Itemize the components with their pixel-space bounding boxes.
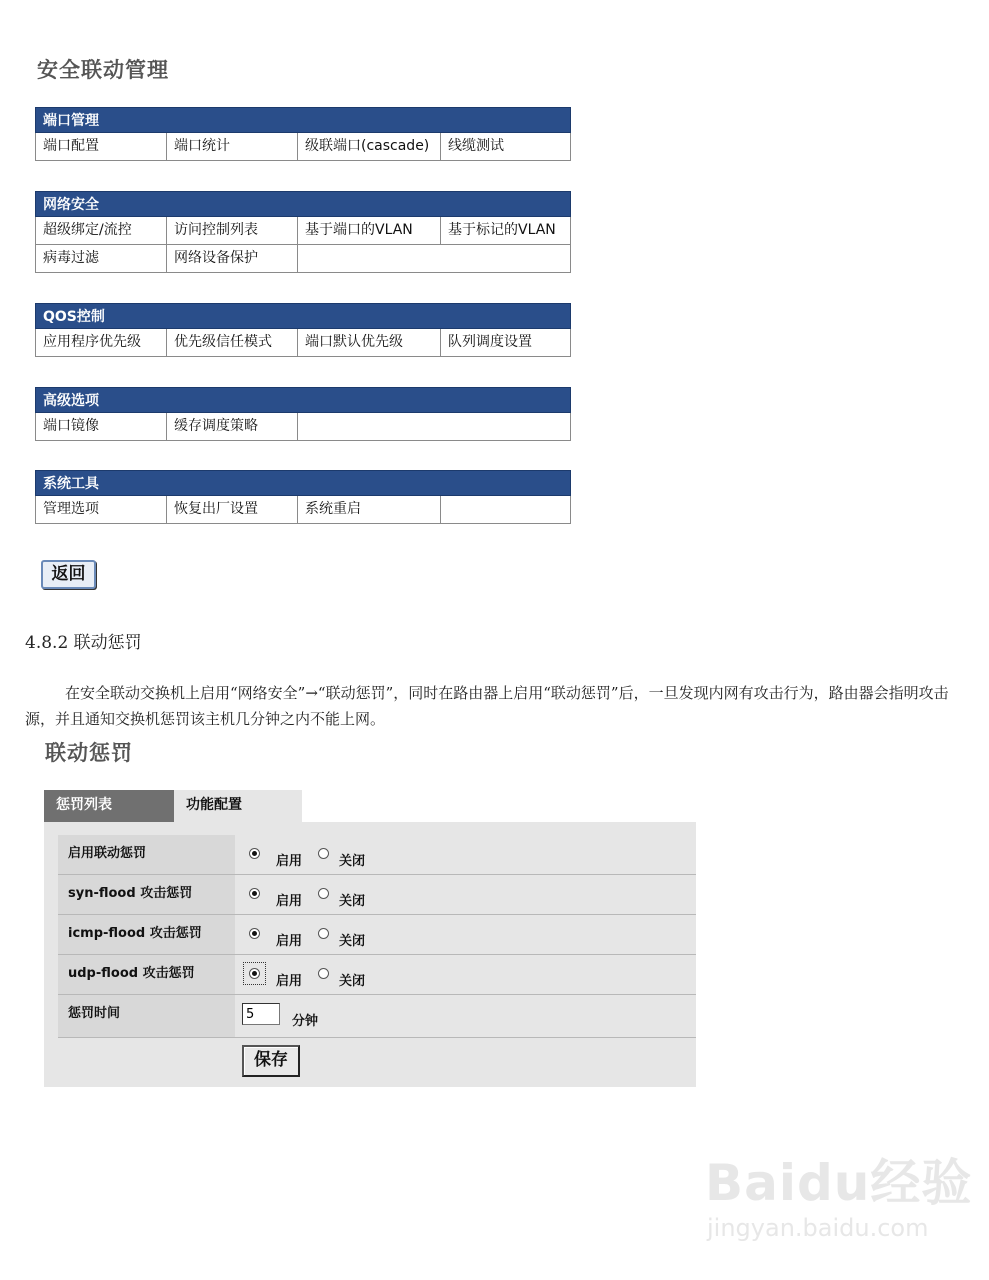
menu-group-header: 高级选项 bbox=[35, 387, 571, 413]
field-label: syn-flood 攻击惩罚 bbox=[58, 875, 235, 914]
menu-item-port-config[interactable]: 端口配置 bbox=[36, 133, 167, 160]
menu-item-reboot[interactable]: 系统重启 bbox=[298, 496, 441, 523]
form-row-enable-penalty bbox=[58, 835, 696, 875]
menu-item-port-stats[interactable]: 端口统计 bbox=[167, 133, 298, 160]
radio-enable[interactable] bbox=[249, 968, 260, 979]
form-row-udp-flood bbox=[58, 955, 696, 995]
menu-item-port-mirror[interactable]: 端口镜像 bbox=[36, 413, 167, 440]
radio-group bbox=[242, 835, 682, 874]
menu-row bbox=[35, 133, 571, 161]
panel-title: 联动惩罚 bbox=[45, 740, 133, 765]
form-row-syn-flood bbox=[58, 875, 696, 915]
save-button[interactable]: 保存 bbox=[242, 1045, 300, 1077]
menu-item-device-protection[interactable]: 网络设备保护 bbox=[167, 245, 298, 272]
menu-cell-empty bbox=[298, 413, 570, 440]
radio-disable[interactable] bbox=[318, 888, 329, 899]
radio-disable-label: 关闭 bbox=[339, 854, 366, 869]
radio-enable[interactable] bbox=[249, 848, 260, 859]
radio-disable-label: 关闭 bbox=[339, 934, 366, 949]
menu-item-factory-reset[interactable]: 恢复出厂设置 bbox=[167, 496, 298, 523]
menu-cell-empty bbox=[298, 245, 570, 272]
menu-row bbox=[35, 245, 571, 273]
menu-group-port-management bbox=[35, 107, 571, 161]
menu-item-acl[interactable]: 访问控制列表 bbox=[167, 217, 298, 244]
field-label: icmp-flood 攻击惩罚 bbox=[58, 915, 235, 954]
menu-cell-empty bbox=[441, 496, 570, 523]
radio-enable-label: 启用 bbox=[276, 974, 303, 989]
tab-penalty-list[interactable]: 惩罚列表 bbox=[44, 790, 174, 822]
time-unit-label: 分钟 bbox=[292, 1014, 319, 1029]
time-input-group bbox=[242, 995, 682, 1034]
menu-item-app-priority[interactable]: 应用程序优先级 bbox=[36, 329, 167, 356]
field-label: 启用联动惩罚 bbox=[58, 835, 235, 874]
tab-function-config[interactable]: 功能配置 bbox=[174, 790, 302, 822]
menu-group-system-tools bbox=[35, 470, 571, 524]
menu-item-tag-vlan[interactable]: 基于标记的VLAN bbox=[448, 222, 556, 238]
menu-item-default-priority[interactable]: 端口默认优先级 bbox=[298, 329, 441, 356]
menu-row bbox=[35, 413, 571, 441]
back-button[interactable]: 返回 bbox=[41, 560, 96, 589]
menu-row bbox=[35, 217, 571, 245]
menu-item-super-binding[interactable]: 超级绑定/流控 bbox=[36, 217, 167, 244]
menu-item-virus-filter[interactable]: 病毒过滤 bbox=[36, 245, 167, 272]
radio-disable[interactable] bbox=[318, 928, 329, 939]
watermark-logo: Baidu经验 bbox=[705, 1154, 973, 1212]
radio-group bbox=[242, 915, 682, 954]
menu-item-buffer-policy[interactable]: 缓存调度策略 bbox=[167, 413, 298, 440]
radio-enable[interactable] bbox=[249, 888, 260, 899]
radio-group bbox=[242, 955, 682, 994]
menu-row bbox=[35, 329, 571, 357]
radio-disable[interactable] bbox=[318, 968, 329, 979]
radio-disable-label: 关闭 bbox=[339, 894, 366, 909]
body-paragraph: 在安全联动交换机上启用“网络安全”→“联动惩罚”，同时在路由器上启用“联动惩罚”后，一旦发现内网有攻击行为，路由器会指明攻击源，并且通知交换机惩罚该主机几分钟之内不能上网。 bbox=[25, 684, 949, 728]
radio-enable-label: 启用 bbox=[276, 894, 303, 909]
section-heading: 4.8.2 联动惩罚 bbox=[25, 633, 142, 653]
menu-item-cascade-port[interactable]: 级联端口(cascade) bbox=[298, 133, 441, 160]
radio-group bbox=[242, 875, 682, 914]
radio-enable[interactable] bbox=[249, 928, 260, 939]
menu-group-qos bbox=[35, 303, 571, 357]
radio-enable-label: 启用 bbox=[276, 854, 303, 869]
penalty-time-input[interactable] bbox=[242, 1003, 280, 1025]
menu-item-queue-scheduling[interactable]: 队列调度设置 bbox=[448, 334, 532, 350]
page-title: 安全联动管理 bbox=[37, 57, 169, 82]
menu-item-cable-test[interactable]: 线缆测试 bbox=[448, 138, 504, 154]
form-row-icmp-flood bbox=[58, 915, 696, 955]
menu-item-admin-options[interactable]: 管理选项 bbox=[36, 496, 167, 523]
menu-item-port-vlan[interactable]: 基于端口的VLAN bbox=[298, 217, 441, 244]
menu-group-header: 端口管理 bbox=[35, 107, 571, 133]
menu-group-advanced bbox=[35, 387, 571, 441]
form-row-penalty-time bbox=[58, 995, 696, 1038]
radio-enable-label: 启用 bbox=[276, 934, 303, 949]
field-label: 惩罚时间 bbox=[58, 995, 235, 1037]
field-label: udp-flood 攻击惩罚 bbox=[58, 955, 235, 994]
watermark-url: jingyan.baidu.com bbox=[707, 1214, 929, 1242]
radio-disable[interactable] bbox=[318, 848, 329, 859]
radio-disable-label: 关闭 bbox=[339, 974, 366, 989]
menu-row bbox=[35, 496, 571, 524]
menu-group-header: 网络安全 bbox=[35, 191, 571, 217]
menu-item-trust-mode[interactable]: 优先级信任模式 bbox=[167, 329, 298, 356]
menu-group-header: QOS控制 bbox=[35, 303, 571, 329]
tab-bar bbox=[44, 790, 696, 822]
menu-group-network-security bbox=[35, 191, 571, 273]
config-panel bbox=[44, 822, 696, 1087]
menu-group-header: 系统工具 bbox=[35, 470, 571, 496]
